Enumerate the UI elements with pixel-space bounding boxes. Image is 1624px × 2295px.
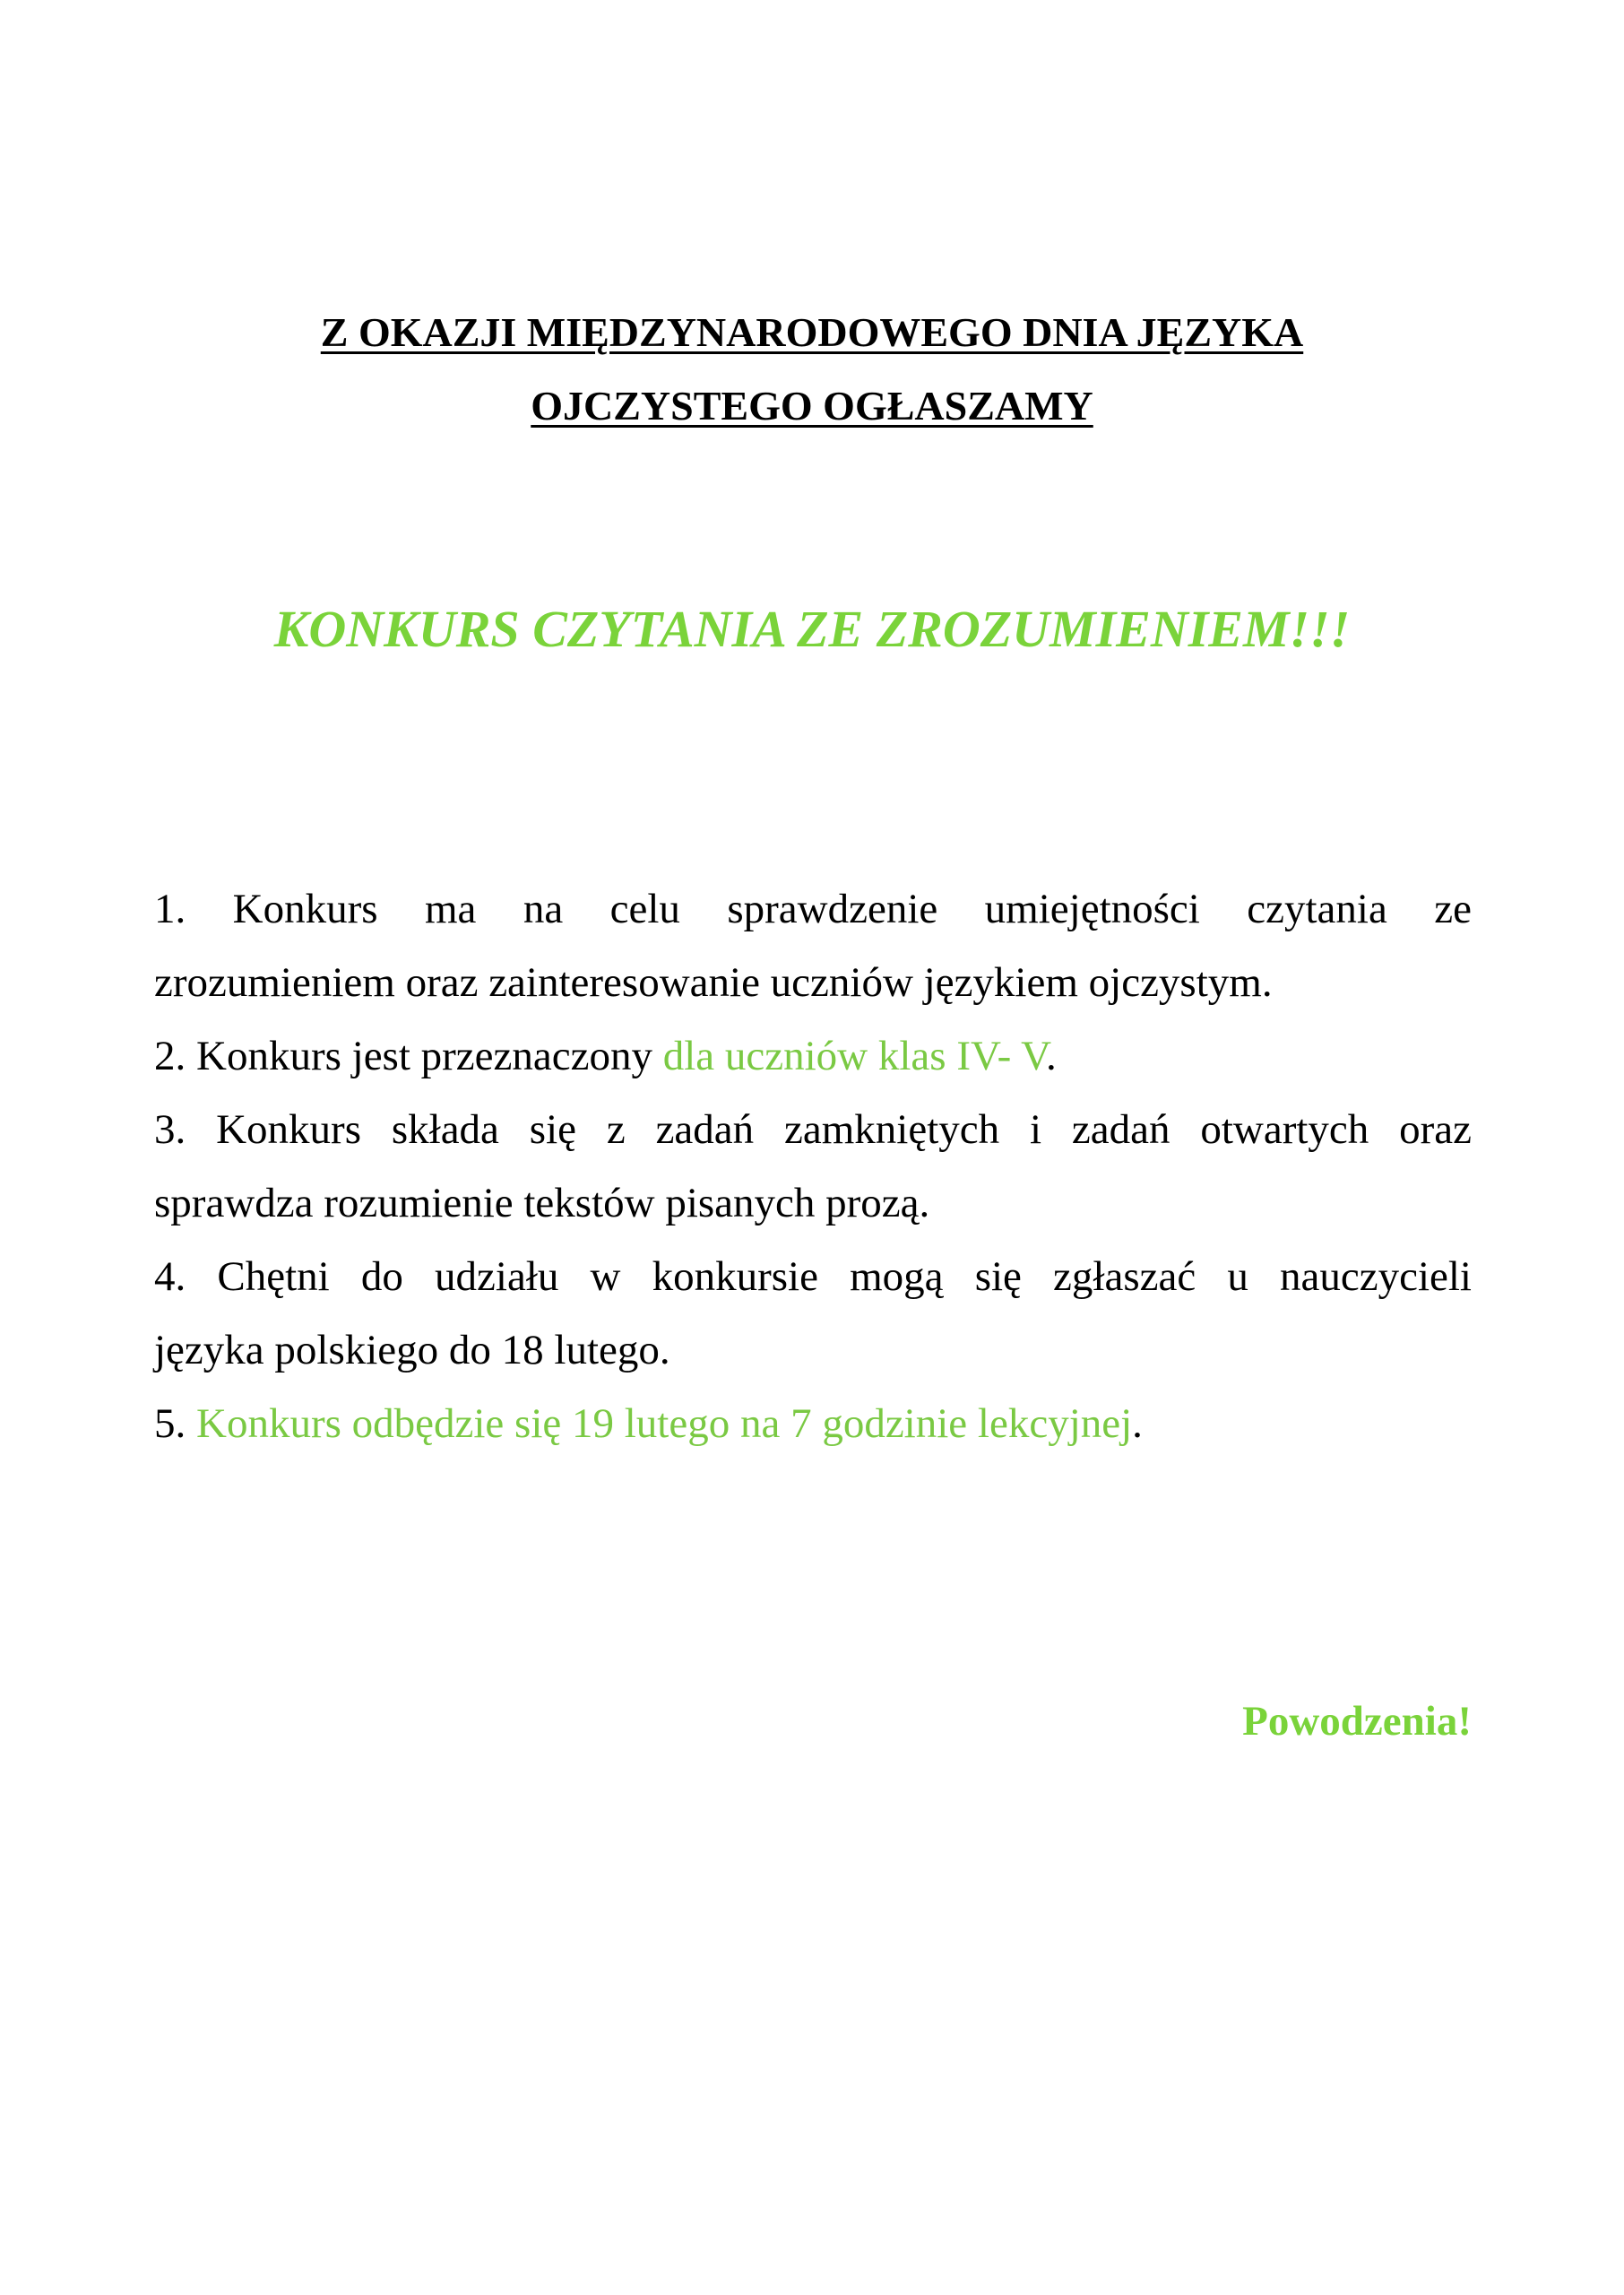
rule-2 xyxy=(154,1019,1472,1093)
rule-5-highlight: Konkurs odbędzie się 19 lutego na 7 godzinie lekcyjnej xyxy=(196,1400,1133,1447)
rule-2-suffix: . xyxy=(1046,1033,1057,1079)
rule-2-prefix: 2. Konkurs jest przeznaczony xyxy=(154,1033,663,1079)
rule-1-line-b: zrozumieniem oraz zainteresowanie uczniów językiem ojczystym. xyxy=(154,959,1273,1006)
rule-3 xyxy=(154,1093,1472,1240)
rule-4-line-a: 4. Chętni do udziału w konkursie mogą się zgłaszać u nauczycieli xyxy=(154,1253,1472,1300)
announcement-header xyxy=(0,296,1624,443)
rule-5-suffix: . xyxy=(1132,1400,1143,1447)
header-line-1: Z OKAZJI MIĘDZYNARODOWEGO DNIA JĘZYKA xyxy=(320,309,1304,355)
rule-5 xyxy=(154,1387,1472,1460)
header-line-2: OJCZYSTEGO OGŁASZAMY xyxy=(531,383,1093,429)
rules-list xyxy=(154,872,1472,1460)
rule-1-line-a: 1. Konkurs ma na celu sprawdzenie umiejętności czytania ze xyxy=(154,886,1472,932)
rule-4-line-b: języka polskiego do 18 lutego. xyxy=(154,1327,670,1373)
rule-5-prefix: 5. xyxy=(154,1400,196,1447)
contest-title: KONKURS CZYTANIA ZE ZROZUMIENIEM!!! xyxy=(273,600,1351,658)
closing-greeting: Powodzenia! xyxy=(1242,1698,1472,1745)
rule-4 xyxy=(154,1240,1472,1387)
rule-2-highlight: dla uczniów klas IV- V xyxy=(662,1033,1047,1079)
rule-3-line-b: sprawdza rozumienie tekstów pisanych prozą. xyxy=(154,1180,930,1226)
rule-1 xyxy=(154,872,1472,1019)
rule-3-line-a: 3. Konkurs składa się z zadań zamkniętych i zadań otwartych oraz xyxy=(154,1106,1472,1153)
